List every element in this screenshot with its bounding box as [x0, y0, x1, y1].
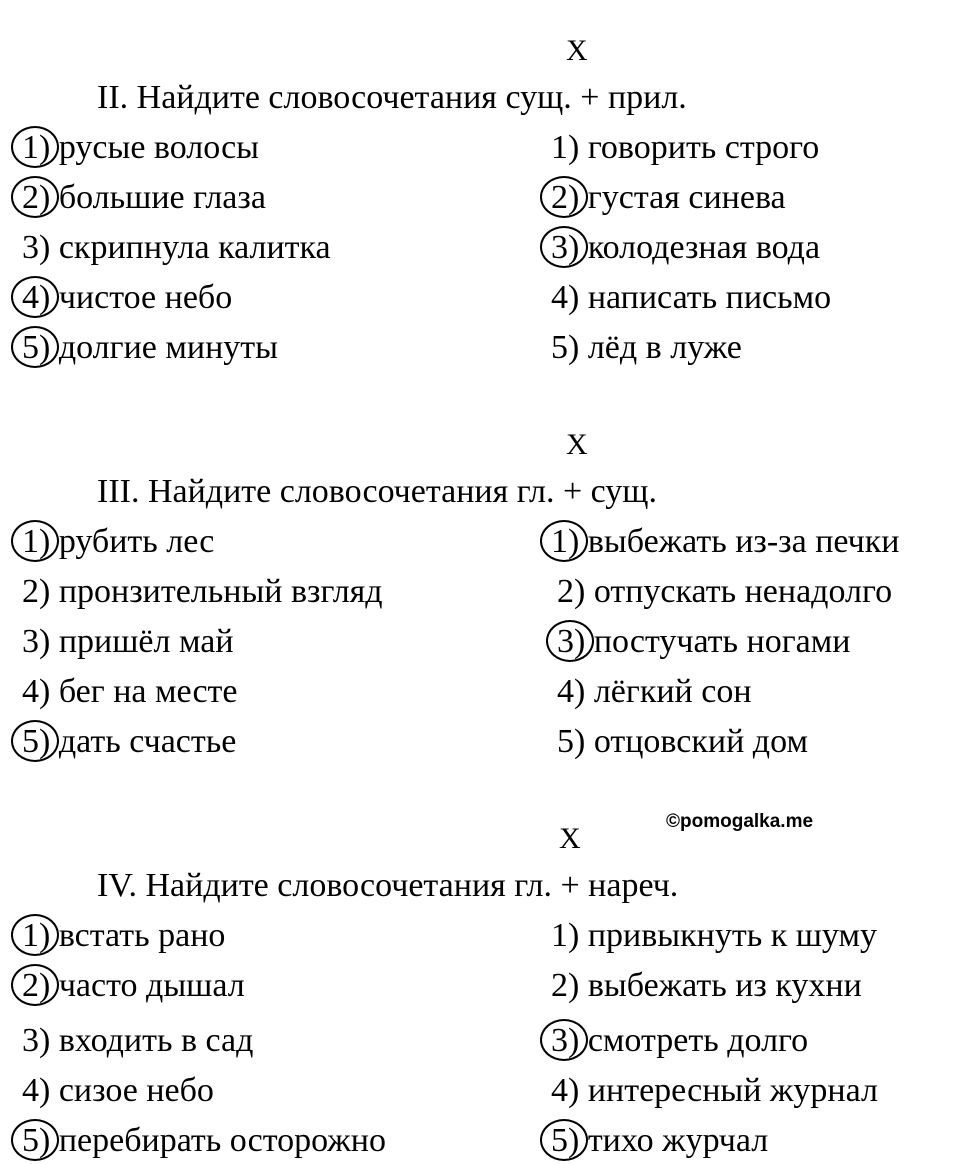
section-3-right-item-5 [557, 725, 808, 759]
section-4-right-item-5 [551, 1124, 768, 1158]
section-3-right-item-3 [557, 625, 851, 659]
item-text: скрипнула калитка [58, 229, 331, 266]
section-3-title: III. Найдите словосочетания гл. + сущ. [97, 473, 657, 510]
section-4-left-item-4 [22, 1074, 214, 1108]
item-number: 5) [551, 329, 580, 366]
item-number: 2) [557, 573, 586, 610]
item-text: отцовский дом [593, 723, 808, 760]
item-number-circled: 5) [22, 723, 51, 760]
item-number-circled: 3) [551, 229, 580, 266]
item-number-circled: 1) [22, 917, 51, 954]
item-number-circled: 1) [551, 523, 580, 560]
item-text: долгие минуты [58, 329, 278, 366]
item-text: интересный журнал [587, 1072, 878, 1109]
item-number: 1) [551, 129, 580, 166]
item-text: густая синева [587, 179, 786, 216]
section-4-right-item-2 [551, 969, 862, 1003]
item-text: большие глаза [58, 179, 266, 216]
section-4-right-item-1 [551, 919, 877, 953]
item-text: выбежать из-за печки [587, 523, 900, 560]
section-2-left-item-2 [22, 181, 266, 215]
item-number-circled: 1) [22, 523, 51, 560]
item-number: 2) [551, 967, 580, 1004]
item-number: 1) [551, 917, 580, 954]
section-2-x-mark: X [566, 34, 588, 67]
item-text: выбежать из кухни [587, 967, 862, 1004]
item-number-circled: 5) [551, 1122, 580, 1159]
section-2-title: II. Найдите словосочетания сущ. + прил. [97, 79, 687, 116]
item-text: привыкнуть к шуму [587, 917, 877, 954]
section-3-x-mark: X [566, 428, 588, 461]
section-4-right-item-4 [551, 1074, 878, 1108]
item-number: 3) [22, 229, 51, 266]
item-number: 2) [22, 573, 51, 610]
item-text: рубить лес [58, 523, 215, 560]
section-2-right-item-3 [551, 231, 820, 265]
section-2-right-item-4 [551, 281, 831, 315]
item-number-circled: 2) [22, 967, 51, 1004]
section-3-right-item-4 [557, 675, 752, 709]
section-4-x-mark: X [559, 822, 581, 855]
section-4-title: IV. Найдите словосочетания гл. + нареч. [97, 867, 679, 904]
item-text: отпускать ненадолго [593, 573, 893, 610]
section-3-right-item-2 [557, 575, 892, 609]
item-text: часто дышал [58, 967, 245, 1004]
item-number-circled: 3) [551, 1022, 580, 1059]
section-2-right-item-2 [551, 181, 786, 215]
item-text: сизое небо [58, 1072, 214, 1109]
item-number: 4) [22, 673, 51, 710]
item-text: пришёл май [58, 623, 234, 660]
item-text: входить в сад [58, 1022, 254, 1059]
section-3-left-item-5 [22, 725, 236, 759]
section-2-right-item-5 [551, 331, 742, 365]
item-number-circled: 2) [551, 179, 580, 216]
item-text: перебирать осторожно [58, 1122, 386, 1159]
item-number: 4) [557, 673, 586, 710]
item-text: лёгкий сон [593, 673, 752, 710]
item-number-circled: 1) [22, 129, 51, 166]
item-number: 3) [22, 623, 51, 660]
section-3-left-item-4 [22, 675, 238, 709]
item-number: 4) [551, 279, 580, 316]
section-4-right-item-3 [551, 1024, 808, 1058]
item-text: встать рано [58, 917, 226, 954]
item-number-circled: 5) [22, 1122, 51, 1159]
item-text: смотреть долго [587, 1022, 809, 1059]
item-number: 5) [557, 723, 586, 760]
item-text: дать счастье [58, 723, 237, 760]
item-text: постучать ногами [593, 623, 851, 660]
item-number-circled: 2) [22, 179, 51, 216]
watermark: ©pomogalka.me [666, 811, 814, 832]
section-4-left-item-2 [22, 969, 245, 1003]
item-text: написать письмо [587, 279, 832, 316]
section-4-left-item-3 [22, 1024, 253, 1058]
item-number: 4) [551, 1072, 580, 1109]
item-text: лёд в луже [587, 329, 742, 366]
item-number-circled: 3) [557, 623, 586, 660]
item-text: колодезная вода [587, 229, 821, 266]
item-text: тихо журчал [587, 1122, 769, 1159]
section-2-left-item-1 [22, 131, 259, 165]
item-number: 3) [22, 1022, 51, 1059]
section-2-left-item-4 [22, 281, 232, 315]
item-text: бег на месте [58, 673, 238, 710]
item-number-circled: 4) [22, 279, 51, 316]
item-text: русые волосы [58, 129, 260, 166]
section-2-left-item-3 [22, 231, 331, 265]
section-3-left-item-1 [22, 525, 214, 559]
section-2-right-item-1 [551, 131, 819, 165]
section-2-left-item-5 [22, 331, 278, 365]
section-3-left-item-2 [22, 575, 383, 609]
section-3-right-item-1 [551, 525, 899, 559]
item-text: говорить строго [587, 129, 820, 166]
item-text: чистое небо [58, 279, 233, 316]
section-4-left-item-5 [22, 1124, 386, 1158]
item-number: 4) [22, 1072, 51, 1109]
item-number-circled: 5) [22, 329, 51, 366]
section-4-left-item-1 [22, 919, 225, 953]
section-3-left-item-3 [22, 625, 234, 659]
item-text: пронзительный взгляд [58, 573, 383, 610]
